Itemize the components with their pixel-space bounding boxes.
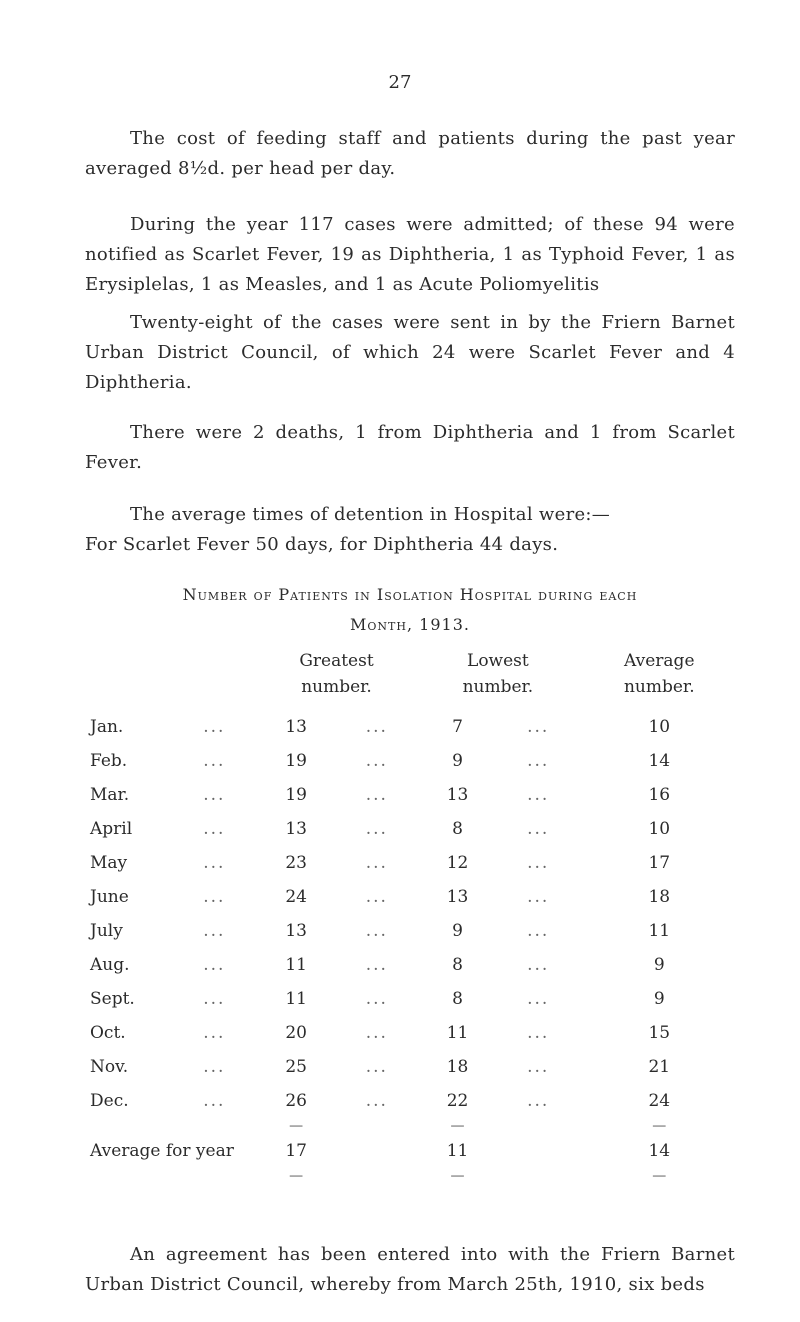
average-greatest: 17 bbox=[285, 1141, 307, 1161]
rule-mark: — bbox=[652, 1118, 667, 1134]
average-lowest: 11 bbox=[446, 1141, 469, 1161]
rule-mark: — bbox=[652, 1168, 667, 1184]
patients-table bbox=[90, 648, 740, 1184]
table-row: Dec. ... 26 ... 22 ... 24 bbox=[90, 1091, 671, 1111]
table-row: Aug. ... 11 ... 8 ... 9 bbox=[90, 955, 665, 975]
rule-mark: — bbox=[289, 1168, 304, 1184]
rule-row-top bbox=[90, 1118, 740, 1134]
table-row: July ... 13 ... 9 ... 11 bbox=[90, 921, 671, 941]
header-lowest: Lowest number. bbox=[462, 651, 534, 697]
rule-mark: — bbox=[289, 1118, 304, 1134]
table-row: April ... 13 ... 8 ... 10 bbox=[90, 819, 671, 839]
average-average: 14 bbox=[648, 1141, 671, 1161]
table-title-line2: Month, 1913. bbox=[350, 615, 470, 634]
paragraph-agreement: An agreement has been entered into with the Friern Barnet Urban District Council, whereby from March 25th, 1910, six beds bbox=[85, 1244, 735, 1295]
header-greatest: Greatest number. bbox=[299, 651, 374, 697]
table-row: Sept. ... 11 ... 8 ... 9 bbox=[90, 989, 665, 1009]
table-title bbox=[85, 580, 735, 640]
average-label: Average for year bbox=[90, 1141, 234, 1161]
table-row: June ... 24 ... 13 ... 18 bbox=[90, 887, 671, 907]
table-row: Jan. ... 13 ... 7 ... 10 bbox=[90, 717, 671, 737]
rule-row-bottom bbox=[90, 1168, 740, 1184]
table-row: Oct. ... 20 ... 11 ... 15 bbox=[90, 1023, 671, 1043]
paragraph-deaths: There were 2 deaths, 1 from Diphtheria and 1 from Scarlet Fever. bbox=[85, 422, 735, 473]
table-row: May ... 23 ... 12 ... 17 bbox=[90, 853, 671, 873]
header-average: Average number. bbox=[623, 651, 695, 697]
rule-mark: — bbox=[450, 1168, 465, 1184]
table-row: Feb. ... 19 ... 9 ... 14 bbox=[90, 751, 671, 771]
table-row: Nov. ... 25 ... 18 ... 21 bbox=[90, 1057, 671, 1077]
page-number: 27 bbox=[388, 72, 412, 93]
paragraph-detention bbox=[85, 500, 735, 560]
table-row: Mar. ... 19 ... 13 ... 16 bbox=[90, 785, 671, 805]
paragraph-admissions: During the year 117 cases were admitted; of these 94 were notified as Scarlet Fever, 19 as Diphtheria, 1 as Typhoid Fever, 1 as Erysiplelas, 1 as Measles, and 1 as Acute Poliomyelitis bbox=[85, 214, 735, 295]
detention-figures: For Scarlet Fever 50 days, for Diphtheria 44 days. bbox=[85, 534, 559, 555]
average-row bbox=[90, 1134, 740, 1168]
paragraph-friern-barnet-cases: Twenty-eight of the cases were sent in by the Friern Barnet Urban District Council, of which 24 were Scarlet Fever and 4 Diphtheria. bbox=[85, 312, 735, 393]
rule-mark: — bbox=[450, 1118, 465, 1134]
table-title-line1: Number of Patients in Isolation Hospital during each bbox=[182, 585, 638, 604]
table-header-row bbox=[90, 648, 740, 700]
detention-intro: The average times of detention in Hospital were:— bbox=[130, 504, 611, 525]
paragraph-feeding-cost: The cost of feeding staff and patients during the past year averaged 8½d. per head per day. bbox=[85, 128, 735, 179]
